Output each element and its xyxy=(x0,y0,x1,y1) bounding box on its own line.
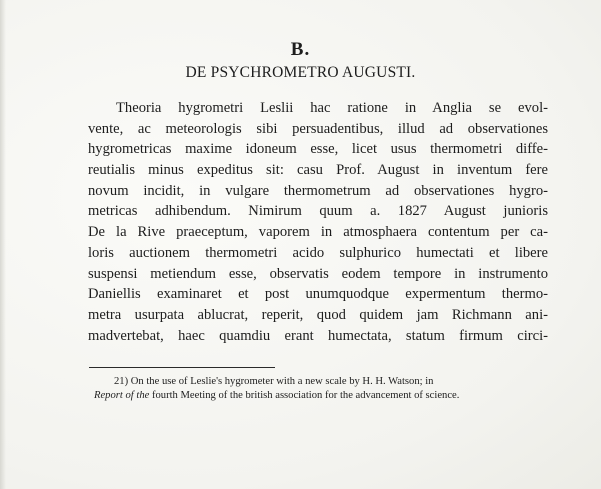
text-line: Daniellis examinaret et post unumquodque expermentum thermo- xyxy=(88,286,548,303)
text-line: De la Rive praeceptum, vaporem in atmosphaera contentum per ca- xyxy=(88,224,548,241)
text-line: reutialis minus expeditus sit: casu Prof. August in inventum fere xyxy=(88,162,548,179)
body-paragraph xyxy=(88,98,548,346)
text-line: vente, ac meteorologis sibi persuadentibus, illud ad observationes xyxy=(88,120,548,137)
section-title: DE PSYCHROMETRO AUGUSTI. xyxy=(185,64,416,81)
text-line: metricas adhibendum. Nimirum quum a. 1827 August junioris xyxy=(88,203,548,220)
section-letter: B. xyxy=(290,39,311,60)
footnote-line-2 xyxy=(94,389,552,403)
footnote-report-italic: Report of the xyxy=(94,390,150,401)
text-line: novum incidit, in vulgare thermometrum ad observationes hygro- xyxy=(88,182,548,199)
text-line: loris auctionem thermometri acido sulphurico humectati et libere xyxy=(88,244,548,261)
text-line: metra usurpata ablucrat, reperit, quod quidem jam Richmann ani- xyxy=(88,306,548,323)
footnote-divider xyxy=(89,367,275,368)
footnote-line-2-rest: fourth Meeting of the british association for the advancement of science. xyxy=(149,390,460,401)
footnote-line-1: 21) On the use of Leslie's hygrometer with a new scale by H. H. Watson; in xyxy=(114,376,434,387)
footnote xyxy=(94,375,552,403)
text-line: madvertebat, haec quamdiu erant humectata, statum firmum circi- xyxy=(88,327,548,344)
text-line: Theoria hygrometri Leslii hac ratione in Anglia se evol- xyxy=(116,100,548,116)
text-line: suspensi metiendum esse, observatis eodem tempore in instrumento xyxy=(88,265,548,282)
text-line: hygrometricas maxime idoneum esse, licet usus thermometri diffe- xyxy=(88,141,548,158)
